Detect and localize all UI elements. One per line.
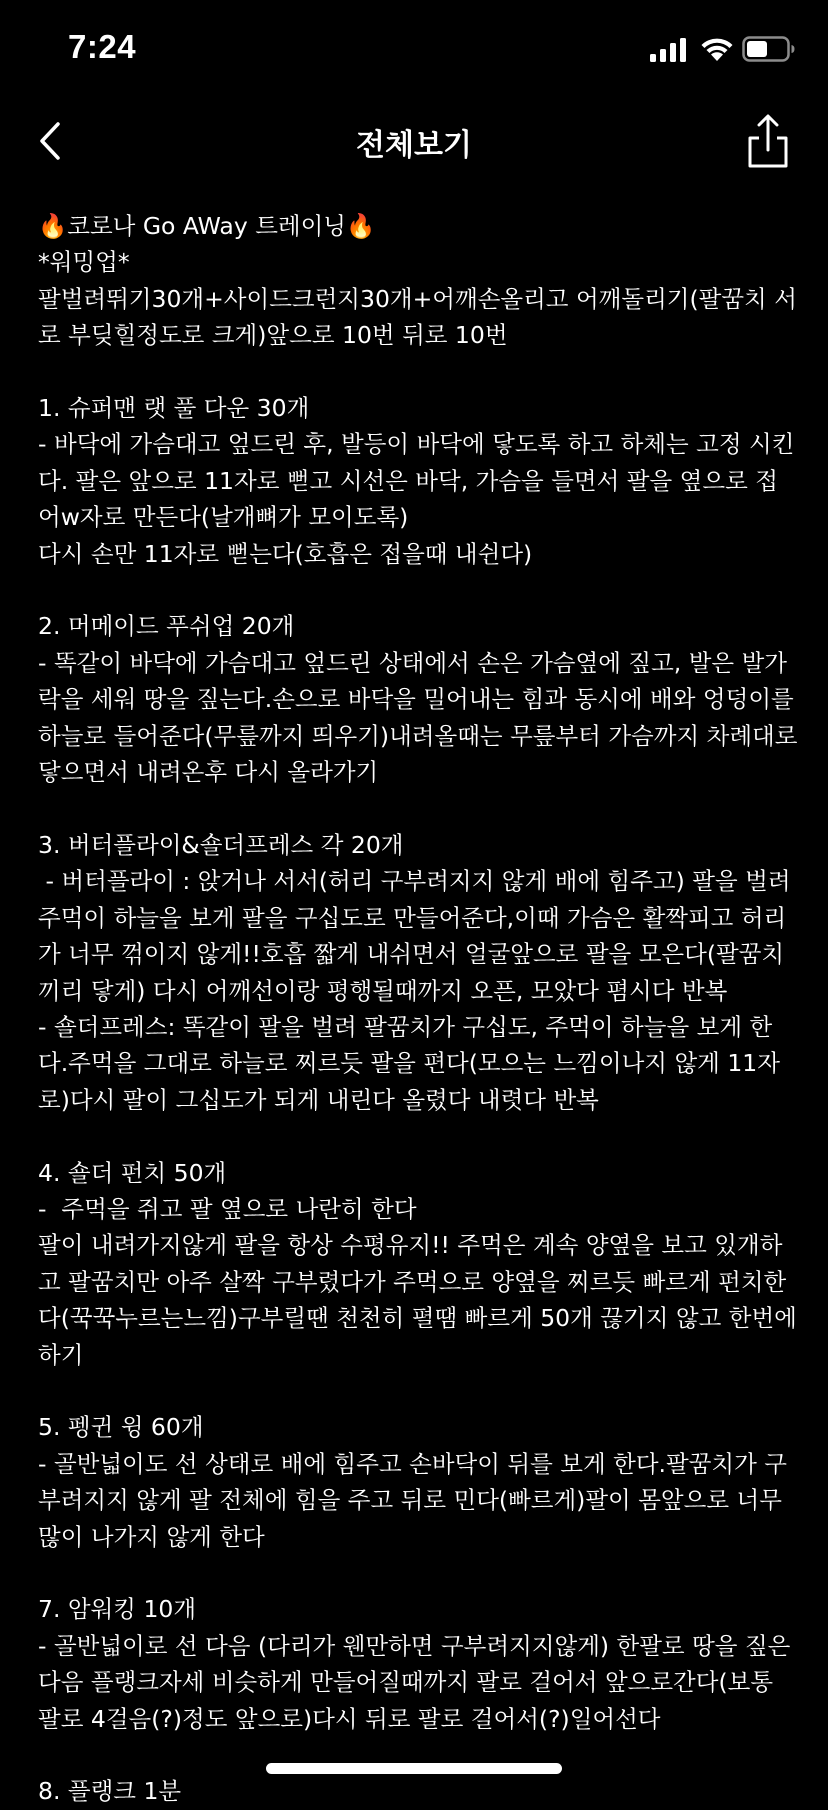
cellular-signal-icon	[650, 38, 690, 62]
page-title: 전체보기	[356, 128, 472, 163]
navigation-bar	[0, 100, 828, 182]
home-indicator[interactable]	[266, 1763, 562, 1774]
share-button[interactable]	[740, 112, 796, 170]
note-content[interactable]: 🔥코로나 Go AWay 트레이닝🔥 *워밍업* 팔벌려뛰기30개+사이드크런지30개+어깨손올리고 어깨돌리기(팔꿈치 서로 부딪힐정도로 크게)앞으로 10번 뒤로 10번 1. 슈퍼맨 랫 풀 다운 30개 - 바닥에 가슴대고 엎드린 후, 발등이 바닥에 닿도록 하고 하체는 고정 시킨다. 팔은 앞으로 11자로 뻗고 시선은 바닥, 가슴을 들면서 팔을 옆으로 접어w자로 만든다(날개뼈가 모이도록) 다시 손만 11자로 뻗는다(호흡은 접을때 내쉰다) 2. 머메이드 푸쉬업 20개 - 똑같이 바닥에 가슴대고 엎드린 상태에서 손은 가슴옆에 짚고, 발은 발가락을 세워 땅을 짚는다.손으로 바닥을 밀어내는 힘과 동시에 배와 엉덩이를 하늘로 들어준다(무릎까지 띄우기)내려올때는 무릎부터 가슴까지 차례대로 닿으면서 내려온후 다시 올라가기 3. 버터플라이&숄더프레스 각 20개 - 버터플라이 : 앉거나 서서(허리 구부려지지 않게 배에 힘주고) 팔을 벌려주먹이 하늘을 보게 팔을 구십도로 만들어준다,이때 가슴은 활짝피고 허리가 너무 꺾이지 않게!!호흡 짧게 내쉬면서 얼굴앞으로 팔을 모은다(팔꿈치끼리 닿게) 다시 어깨선이랑 평행될때까지 오픈, 모았다 폄시다 반복 - 숄더프레스: 똑같이 팔을 벌려 팔꿈치가 구십도, 주먹이 하늘을 보게 한다.주먹을 그대로 하늘로 찌르듯 팔을 편다(모으는 느낌이나지 않게 11자로)다시 팔이 그십도가 되게 내린다 올렸다 내렷다 반복 4. 숄더 펀치 50개 - 주먹을 쥐고 팔 옆으로 나란히 한다 팔이 내려가지않게 팔을 항상 수평유지!! 주먹은 계속 양옆을 보고 있개하고 팔꿈치만 아주 살짝 구부렸다가 주먹으로 양옆을 찌르듯 빠르게 펀치한다(꾹꾹누르는느낌)구부릴땐 천천히 펼땜 빠르게 50개 끊기지 않고 한번에 하기 5. 펭귄 윙 60개 - 골반넓이도 선 상태로 배에 힘주고 손바닥이 뒤를 보게 한다.팔꿈치가 구부려지지 않게 팔 전체에 힘을 주고 뒤로 민다(빠르게)팔이 몸앞으로 너무 많이 나가지 않게 한다 7. 암워킹 10개 - 골반넓이로 선 다음 (다리가 웬만하면 구부려지지않게) 한팔로 땅을 짚은다음 플랭크자세 비슷하게 만들어질때까지 팔로 걸어서 앞으로간다(보통 팔로 4걸음(?)정도 앞으로)다시 뒤로 팔로 걸어서(?)일어선다 8. 플랭크 1분	[38, 212, 798, 1806]
share-icon	[740, 112, 796, 170]
status-time: 7:24	[68, 28, 137, 65]
status-bar	[0, 0, 828, 100]
battery-icon	[742, 36, 796, 62]
wifi-icon	[700, 34, 734, 62]
